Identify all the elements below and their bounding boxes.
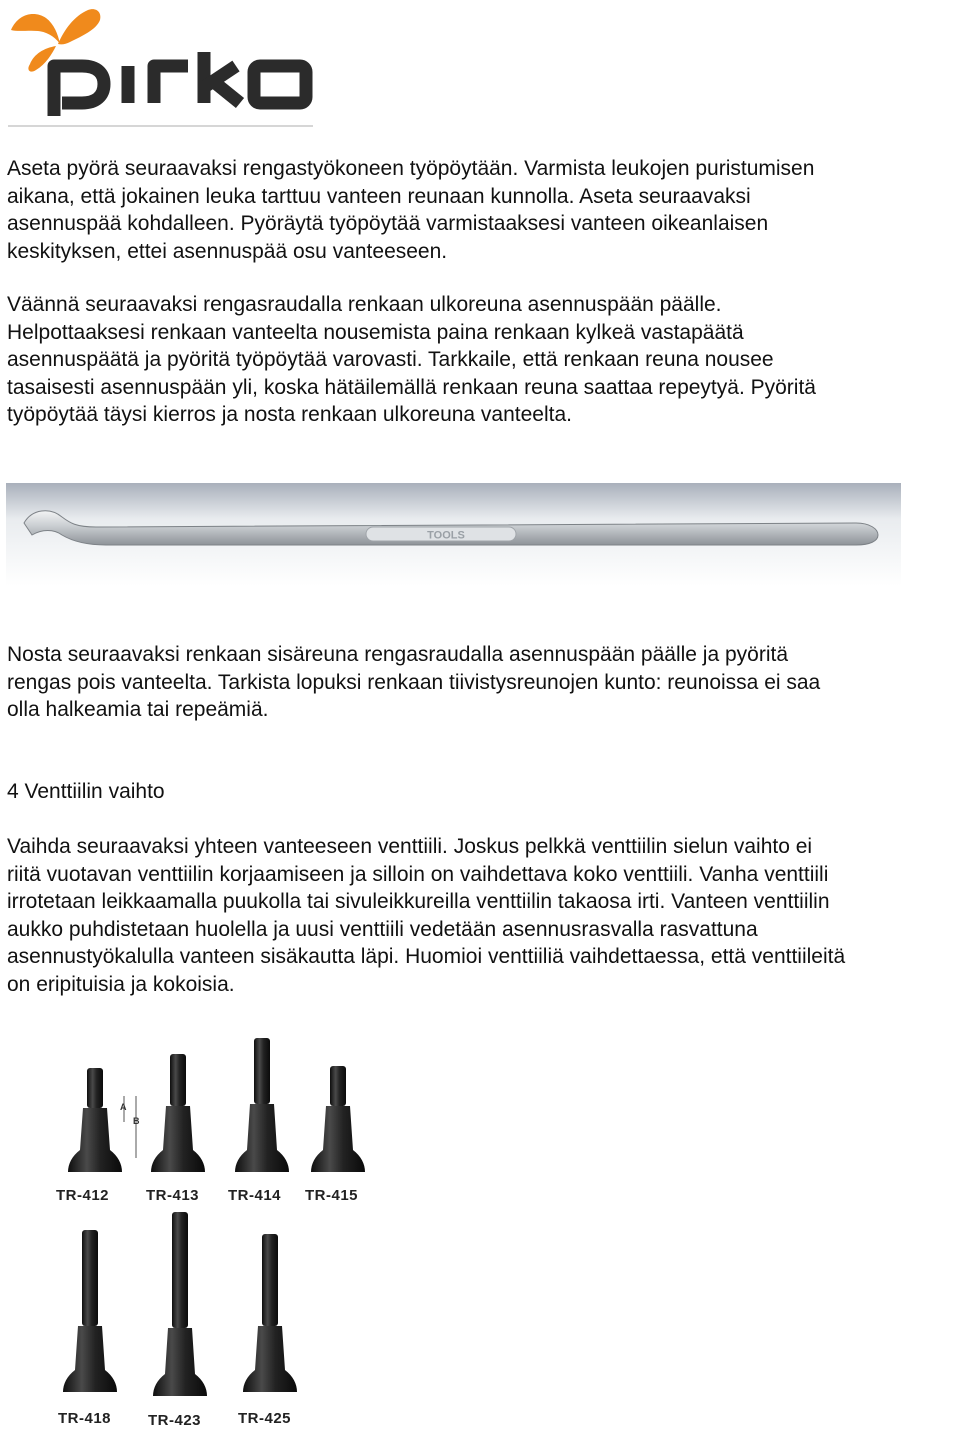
text-line: tasaisesti asennuspään yli, koska hätäilemällä renkaan reuna saattaa repeytyä. Pyöritä xyxy=(7,375,816,399)
text-line: keskityksen, ettei asennuspää osu vanteeseen. xyxy=(7,239,448,263)
text-line: asennustyökalulla vanteen sisäkautta läpi. Huomioi venttiiliä vaihdettaessa, että venttiileitä xyxy=(7,945,846,968)
text-line: rengas pois vanteelta. Tarkista lopuksi renkaan tiivistysreunojen kunto: reunoissa ei saa xyxy=(7,670,821,694)
dimension-label-a: A xyxy=(120,1102,127,1112)
tool-brand-text: TOOLS xyxy=(427,529,465,542)
tire-iron-image xyxy=(6,483,901,586)
valve-label: TR-415 xyxy=(305,1187,359,1204)
paragraph-1 xyxy=(7,155,960,265)
text-line: asennuspää kohdalleen. Pyöräytä työpöytää varmistaaksesi vanteen oikeanlaisen xyxy=(7,212,769,235)
valve-tr414 xyxy=(235,1038,289,1172)
valve-label: TR-418 xyxy=(58,1410,112,1427)
text-line: Väännä seuraavaksi rengasraudalla renkaan ulkoreuna asennuspään päälle. xyxy=(7,293,722,316)
text-line: Aseta pyörä seuraavaksi rengastyökoneen työpöytään. Varmista leukojen puristumisen xyxy=(7,157,815,180)
text-line: aukko puhdistetaan huolella ja uusi venttiili vedetään asennusrasvalla rasvattuna xyxy=(7,917,758,941)
section-heading: 4 Venttiilin vaihto xyxy=(7,780,165,803)
valve-stems-image xyxy=(50,1030,380,1430)
text-line: olla halkeamia tai repeämiä. xyxy=(7,698,269,721)
valve-row-1 xyxy=(68,1038,365,1172)
valve-label: TR-413 xyxy=(146,1187,200,1204)
valve-tr415 xyxy=(311,1066,365,1172)
valve-tr413 xyxy=(151,1054,205,1172)
text-line: asennuspäätä ja pyöritä työpöytää varovasti. Tarkkaile, että renkaan reuna nousee xyxy=(7,348,774,371)
text-line: työpöytää täysi kierros ja nosta renkaan ulkoreuna vanteelta. xyxy=(7,403,573,426)
text-line: on eripituisia ja kokoisia. xyxy=(7,972,235,996)
valve-row-2 xyxy=(63,1212,297,1396)
valve-tr423 xyxy=(153,1212,207,1396)
paragraph-3 xyxy=(7,641,960,724)
paragraph-4 xyxy=(7,833,960,998)
text-line: Vaihda seuraavaksi yhteen vanteeseen venttiili. Joskus pelkkä venttiilin sielun vaihto ei xyxy=(7,835,813,858)
valve-label: TR-425 xyxy=(238,1410,292,1427)
text-line: riitä vuotavan venttiilin korjaamiseen ja silloin on vaihdettava koko venttiili. Vanha venttiili xyxy=(7,862,829,886)
dimension-label-b: B xyxy=(133,1116,140,1126)
pirko-logo xyxy=(8,4,313,128)
logo-text: pirko xyxy=(8,4,11,5)
valve-tr412 xyxy=(68,1068,122,1172)
valve-tr425 xyxy=(243,1234,297,1392)
text-line: aikana, että jokainen leuka tarttuu vanteen reunaan kunnolla. Aseta seuraavaksi xyxy=(7,184,751,208)
paragraph-2 xyxy=(7,291,960,429)
text-line: irrotetaan leikkaamalla puukolla tai sivuleikkureilla venttiilin takaosa irti. Vanteen venttiilin xyxy=(7,890,830,913)
logo-divider xyxy=(8,125,313,127)
text-line: Helpottaaksesi renkaan vanteelta nousemista paina renkaan kylkeä vastapäätä xyxy=(7,320,744,344)
valve-label: TR-414 xyxy=(228,1187,282,1204)
valve-label: TR-412 xyxy=(56,1187,110,1204)
valve-tr418 xyxy=(63,1230,117,1392)
logo-wordmark xyxy=(54,52,306,116)
valve-label: TR-423 xyxy=(148,1412,202,1429)
text-line: Nosta seuraavaksi renkaan sisäreuna rengasraudalla asennuspään päälle ja pyöritä xyxy=(7,643,788,666)
